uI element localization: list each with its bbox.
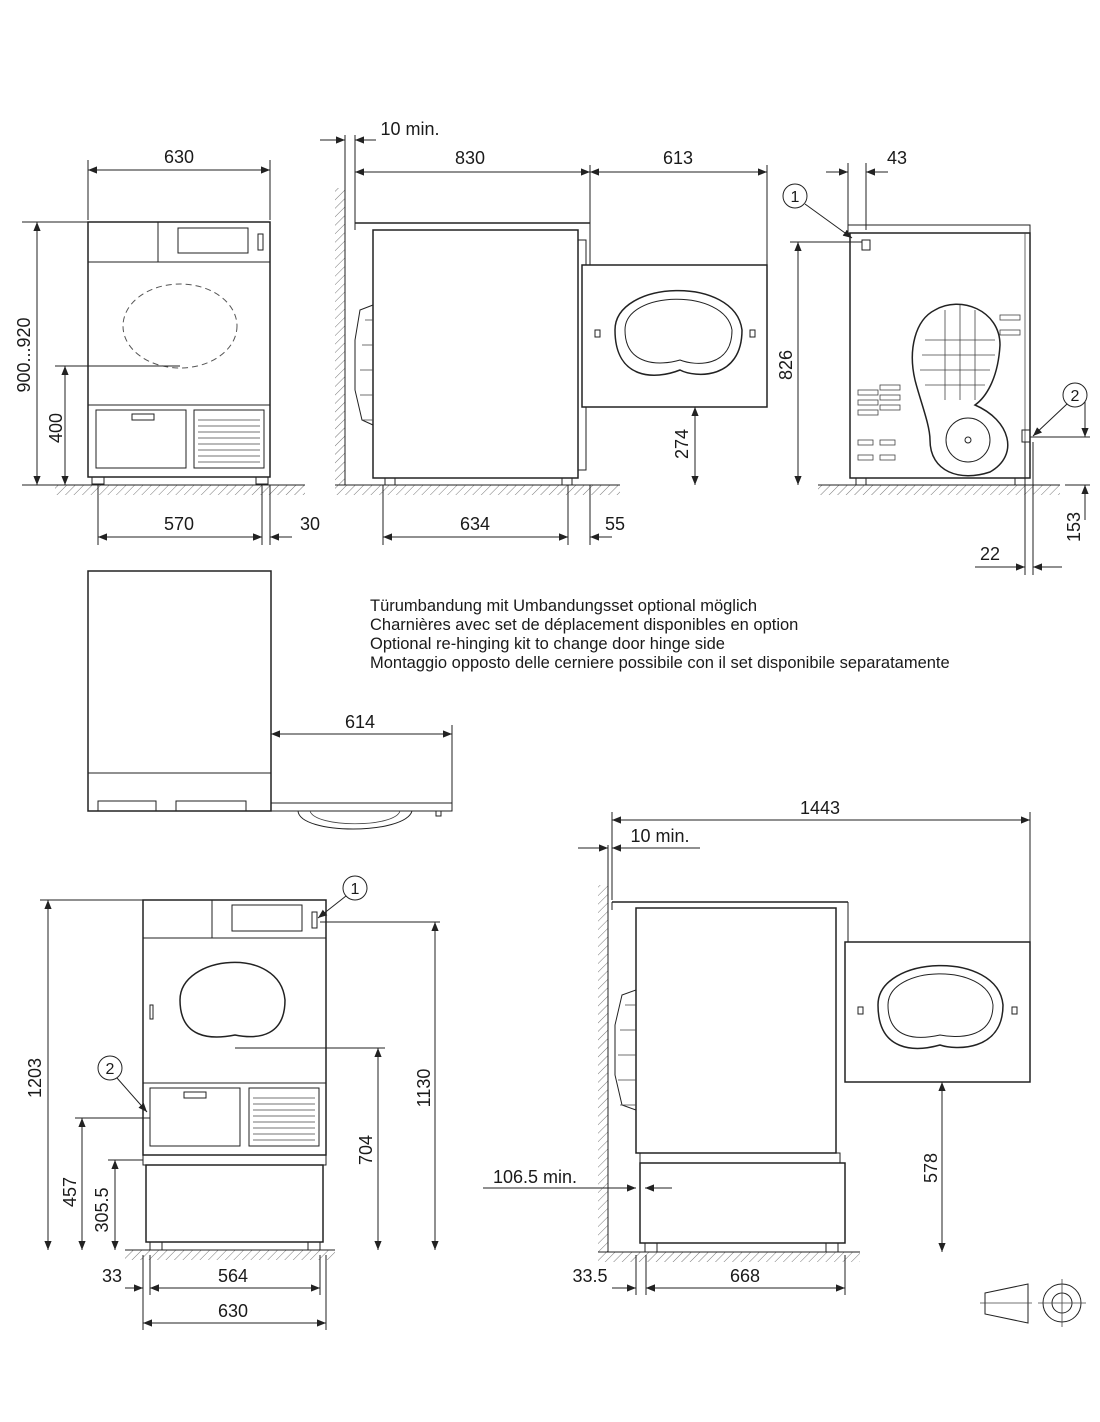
dim-label-630: 630 [163, 147, 195, 167]
dim-label-614: 614 [344, 712, 376, 732]
note-line-en: Optional re-hinging kit to change door hinge side [370, 635, 725, 653]
callout-1-label: 1 [790, 189, 800, 206]
callout-2-label: 2 [1070, 388, 1080, 405]
dim-label-630-bottom: 630 [217, 1301, 249, 1321]
dim-label-106-5-min: 106.5 min. [492, 1167, 578, 1187]
front-view-top [14, 147, 320, 545]
front-view-stacked [25, 876, 440, 1330]
dryer-body [88, 222, 270, 477]
rear-view-top [776, 148, 1090, 575]
door-top-view [271, 803, 452, 811]
dim-label-634: 634 [459, 514, 491, 534]
dim-label-55: 55 [604, 514, 626, 534]
dim-label-900-920: 900...920 [14, 317, 34, 393]
note-line-de: Türumbandung mit Umbandungsset optional möglich [370, 597, 758, 615]
dim-label-10-min: 10 min. [380, 119, 440, 139]
dim-label-153: 153 [1064, 511, 1084, 543]
floor-hatch [55, 485, 305, 495]
dim-label-1443: 1443 [799, 798, 841, 818]
dim-label-274: 274 [672, 428, 692, 460]
dim-label-570: 570 [163, 514, 195, 534]
dim-label-613: 613 [662, 148, 694, 168]
dim-label-1203: 1203 [25, 1057, 45, 1099]
note-line-fr: Charnières avec set de déplacement disponibles en option [370, 616, 799, 634]
dim-label-668: 668 [729, 1266, 761, 1286]
dim-label-33-5: 33.5 [572, 1266, 608, 1286]
dim-label-43: 43 [886, 148, 908, 168]
wall-hatch [335, 188, 345, 485]
rehinging-notes [370, 597, 950, 672]
side-view-stacked [483, 798, 1030, 1295]
dim-label-1130: 1130 [414, 1068, 434, 1108]
callout-2-label-stacked: 2 [105, 1061, 115, 1078]
dim-label-33: 33 [101, 1266, 123, 1286]
pedestal [146, 1165, 323, 1242]
dryer-rear-body [850, 233, 1030, 478]
dim-label-305-5: 305.5 [92, 1187, 112, 1233]
dim-label-30: 30 [299, 514, 321, 534]
dim-label-10-min-stacked: 10 min. [630, 826, 690, 846]
dim-label-830: 830 [454, 148, 486, 168]
dim-label-22: 22 [979, 544, 1001, 564]
projection-symbol [980, 1279, 1086, 1327]
dim-label-400: 400 [46, 412, 66, 444]
dim-label-564: 564 [217, 1266, 249, 1286]
dryer-side-body [373, 230, 578, 478]
dryer-top-view [88, 571, 271, 811]
door-open-side [582, 265, 767, 407]
dim-label-457: 457 [60, 1176, 80, 1208]
callout-1-label-stacked: 1 [350, 881, 360, 898]
dim-label-578: 578 [921, 1152, 941, 1184]
dim-label-704: 704 [356, 1134, 376, 1166]
pedestal-side [640, 1163, 845, 1243]
dryer-side-stacked [636, 908, 836, 1153]
dim-label-826: 826 [776, 349, 796, 381]
note-line-it: Montaggio opposto delle cerniere possibile con il set disponibile separatamente [370, 654, 950, 672]
side-view-top [320, 119, 767, 545]
